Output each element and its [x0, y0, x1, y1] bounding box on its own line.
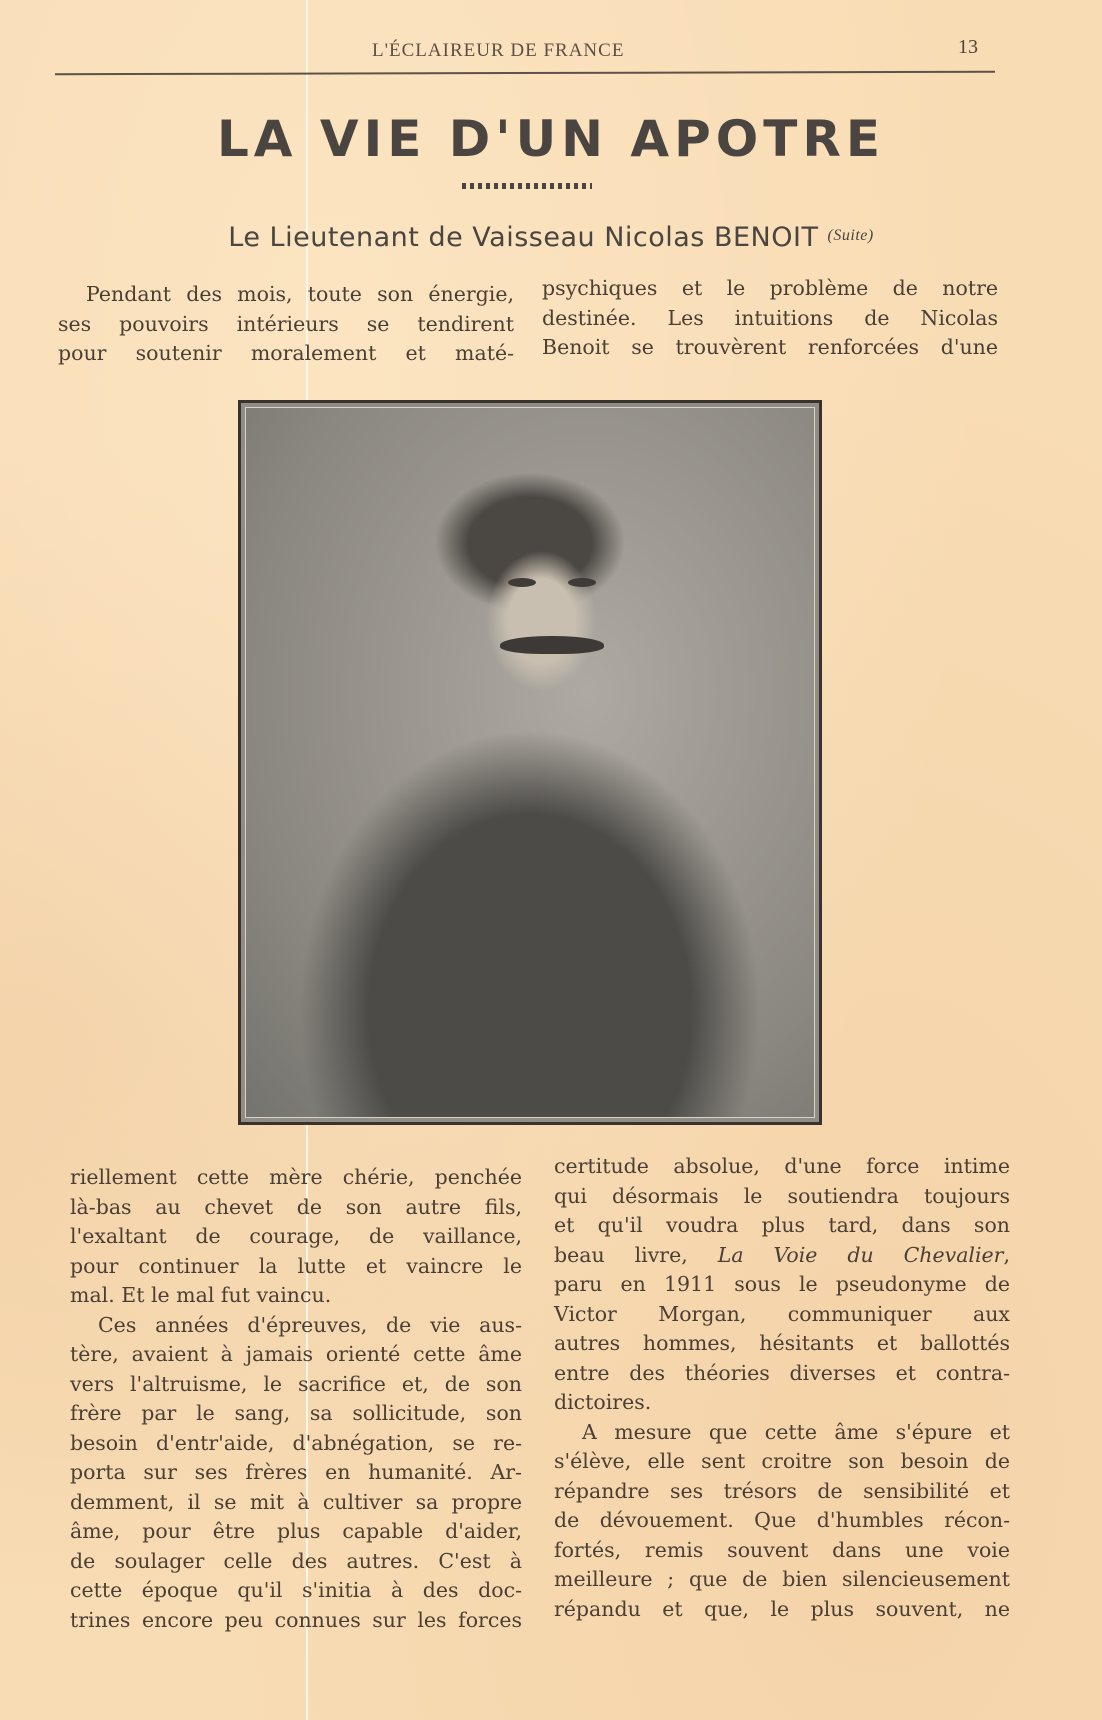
text-line: de dévouement. Que d'humbles récon-	[554, 1508, 1010, 1532]
text-line: dictoires.	[554, 1390, 652, 1414]
text-line: demment, il se mit à cultiver sa propre	[70, 1489, 522, 1514]
text-line: l'exaltant de courage, de vaillance,	[70, 1224, 522, 1248]
text-line: mal. Et le mal fut vaincu.	[70, 1283, 332, 1307]
text-line: de soulager celle des autres. C'est à	[70, 1548, 522, 1573]
text-line: Victor Morgan, communiquer aux	[554, 1301, 1010, 1326]
text-line: trines encore peu connues sur les forces	[70, 1607, 522, 1632]
top-right-column	[542, 274, 998, 363]
page-number: 13	[958, 36, 978, 58]
text-line: cette époque qu'il s'initia à des doc-	[70, 1578, 522, 1602]
text-line: tère, avaient à jamais orienté cette âme	[70, 1342, 522, 1366]
text-line: besoin d'entr'aide, d'abnégation, se re-	[70, 1430, 522, 1455]
text-line: meilleure ; que de bien silencieusement	[554, 1567, 1010, 1591]
portrait-photo	[238, 400, 822, 1125]
running-header	[0, 36, 1102, 66]
text-line: riellement cette mère chérie, penchée	[70, 1165, 522, 1189]
article-title: LA VIE D'UN APOTRE	[216, 110, 886, 168]
text-line: fortés, remis souvent dans une voie	[554, 1537, 1010, 1562]
text-line: s'élève, elle sent croitre son besoin de	[554, 1449, 1010, 1473]
portrait-image	[245, 407, 815, 1118]
top-left-column	[58, 280, 514, 369]
text-line: Pendant des mois, toute son énergie,	[86, 282, 514, 306]
text-line: A mesure que cette âme s'épure et	[582, 1419, 1010, 1444]
text-line: porta sur ses frères en humanité. Ar-	[70, 1460, 522, 1484]
text-line: Benoit se trouvèrent renforcées d'une	[542, 335, 998, 359]
text-line: destinée. Les intuitions de Nicolas	[542, 305, 998, 330]
text-line: paru en 1911 sous le pseudonyme de	[554, 1272, 1010, 1296]
publication-title: L'ÉCLAIREUR DE FRANCE	[372, 40, 625, 61]
text-line: et qu'il voudra plus tard, dans son	[554, 1213, 1010, 1237]
text-line: qui désormais le soutiendra toujours	[554, 1183, 1010, 1208]
text-line: répandre ses trésors de sensibilité et	[554, 1478, 1010, 1503]
text-line: certitude absolue, d'une force intime	[554, 1154, 1010, 1178]
text-line: pour continuer la lutte et vaincre le	[70, 1253, 522, 1278]
text-line: vers l'altruisme, le sacrifice et, de son	[70, 1371, 522, 1396]
subtitle-text: Le Lieutenant de Vaisseau Nicolas BENOIT	[228, 222, 819, 253]
text-line: âme, pour être plus capable d'aider,	[70, 1519, 522, 1543]
text-line: Ces années d'épreuves, de vie aus-	[98, 1312, 522, 1337]
subtitle-suffix: (Suite)	[827, 227, 874, 244]
text-line: là-bas au chevet de son autre fils,	[70, 1194, 522, 1219]
text-line: répandu et que, le plus souvent, ne	[554, 1596, 1010, 1621]
text-fragment: beau livre,	[554, 1242, 688, 1267]
text-fragment: ,	[1003, 1242, 1011, 1267]
bottom-left-column	[70, 1163, 522, 1635]
bottom-right-column	[554, 1152, 1010, 1624]
portrait-eye	[568, 578, 596, 587]
book-title: La Voie du Chevalier	[717, 1242, 1004, 1267]
text-line: pour soutenir moralement et maté-	[58, 341, 514, 365]
text-line: frère par le sang, sa sollicitude, son	[70, 1401, 522, 1425]
header-rule	[55, 71, 995, 75]
text-line: psychiques et le problème de notre	[542, 276, 998, 300]
text-line-with-book-title	[554, 1241, 1010, 1271]
text-line: autres hommes, hésitants et ballottés	[554, 1331, 1010, 1355]
text-line: ses pouvoirs intérieurs se tendirent	[58, 311, 514, 336]
text-line: entre des théories diverses et contra-	[554, 1360, 1010, 1385]
portrait-eye	[508, 578, 536, 587]
article-subtitle	[0, 222, 1102, 253]
portrait-mustache	[500, 636, 604, 654]
title-ornament-divider	[462, 183, 592, 189]
